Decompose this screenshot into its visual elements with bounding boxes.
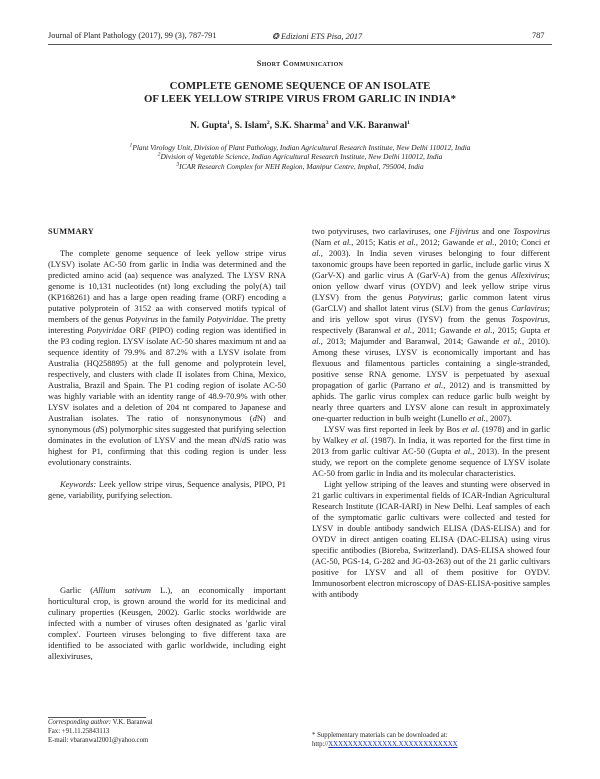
affiliation-line — [0, 162, 600, 171]
page-number: 787 — [532, 31, 545, 40]
body-paragraph: two potyviruses, two carlaviruses, one Fijivirus and one Tospovirus (Nam et al., 2015; Katis et al., 2012; Gawande et al., 2010; Conci et al., 2003). In India seven viruses belonging to four different taxonomic groups have been reported in garlic, include garlic virus X (GarV-X) and garlic virus A (GarV-A) from the genus Allexivirus; onion yellow dwarf virus (OYDV) and leek yellow stripe virus (LYSV) from the genus Potyvirus; garlic common latent virus (GarCLV) and shallot latent virus (SLV) from the genus Carlavirus; and iris yellow spot virus (IYSV) from the genus Tospovirus, respectively (Baranwal et al., 2011; Gawande et al., 2015; Gupta et al., 2013; Majumder and Baranwal, 2014; Gawande et al., 2010). Among these viruses, LYSV is economically important and has flexuous and filamentous particles containing a single-stranded, positive sense RNA genome. LYSV is perpetuated by asexual propagation of garlic (Parrano et al., 2012) and is transmitted by aphids. The garlic virus complex can reduce garlic bulb weight by nearly three quarters and LYSV alone can result in approximately one-quarter reduction in bulb weight (Lunello et al., 2007). — [312, 226, 551, 423]
left-column — [48, 226, 286, 501]
url-prefix: http:// — [312, 741, 329, 748]
author-affil-marker: 2 — [266, 119, 270, 126]
affil-text: Plant Virology Unit, Division of Plant Pathology, Indian Agricultural Research Institute, New Delhi 110012, India — [132, 143, 471, 152]
affil-text: ICAR Research Complex for NEH Region, Manipur Centre, Imphal, 795004, India — [179, 161, 424, 171]
right-column — [312, 226, 550, 600]
affil-marker: 1 — [129, 142, 133, 149]
author-list — [0, 121, 600, 131]
supplementary-text: * Supplementary materials can be downloaded at: — [312, 732, 448, 739]
header-rule — [48, 44, 552, 45]
affil-marker: 3 — [176, 161, 180, 168]
fax-line: Fax: +91.11.25843113 — [48, 727, 110, 735]
keywords-label: Keywords: — [60, 479, 97, 489]
affiliation-list — [0, 143, 600, 171]
corresponding-label: Corresponding author: — [48, 719, 112, 726]
body-paragraph: Light yellow striping of the leaves and stunting were observed in 21 garlic cultivars in experimental fields of ICAR-Indian Agricultural Research Institute (ICAR-IARI) in New Delhi. Leaf samples of each of the symptomatic garlic cultivars were collected and tested for LYSV in double antibody sandwich ELISA (DAS-ELISA) and for OYDV in direct antigen coating ELISA (DAC-ELISA) using virus specific antibodies (Bioreba, Switzerland). DAS-ELISA showed four (AC-50, PGS-14, G-282 and JG-03-263) out of the 21 garlic cultivars positive for LYSV and all of them positive for OYDV. Immunosorbent electron microscopy of DAS-ELISA-positive samples with antibody — [312, 479, 550, 599]
title-line: COMPLETE GENOME SEQUENCE OF AN ISOLATE — [169, 80, 431, 92]
author-name: S.K. Sharma — [274, 121, 326, 131]
publisher-line — [272, 31, 362, 41]
supplementary-note — [312, 731, 458, 749]
footnote-rule — [48, 717, 146, 718]
corresponding-author-footnote — [48, 719, 153, 745]
corresponding-name: V.K. Baranwal — [111, 719, 153, 726]
body-paragraph: LYSV was first reported in leek by Bos et al. (1978) and in garlic by Walkey et al. (1987). In India, it was reported for the first time in 2013 from garlic cultivar AC-50 (Gupta et al., 2013). In the present study, we report on the complete genome sequence of LYSV isolate AC-50 from garlic in India and its molecular characteristics. — [312, 424, 551, 478]
publisher-name: Edizioni ETS Pisa, 2017 — [281, 32, 363, 41]
summary-heading: SUMMARY — [48, 227, 95, 236]
author-separator: , — [229, 121, 235, 131]
author-affil-marker: 3 — [325, 119, 329, 126]
author-separator: , — [269, 121, 275, 131]
author-separator: and — [328, 121, 349, 131]
title-line: OF LEEK YELLOW STRIPE VIRUS FROM GARLIC IN INDIA* — [144, 92, 456, 105]
affiliation-line — [0, 143, 600, 152]
publisher-logo-icon: ❂ — [272, 32, 279, 41]
email-line: E-mail: vbaranwal2001@yahoo.com — [48, 736, 149, 744]
supplementary-link-line — [312, 740, 458, 749]
affiliation-line — [0, 152, 600, 161]
keywords-paragraph — [48, 479, 286, 501]
summary-paragraph: The complete genome sequence of leek yellow stripe virus (LYSV) isolate AC-50 from garlic in India was determined and the predicted amino acid (aa) sequence was analyzed. The LYSV RNA genome is 10,131 nucleotides (nt) long excluding the poly(A) tail (KP168261) and has a large open reading frame (ORF) encoding a putative polyprotein of 3152 aa with conserved motifs typical of members of the genus Potyvirus in the family Potyviridae. The pretty interesting Potyviridae ORF (PIPO) coding region was identified in the P3 coding region. LYSV isolate AC-50 shares maximum nt and aa sequence identity of 79.9% and 87.2% with a LYSV isolate from Australia (HQ258895) at the full genome and polyprotein level, respectively, and clusters with clade II isolates from China, Mexico, Australia, Brazil and Spain. The P1 coding region of isolate AC-50 was highly variable with an identity range of 48.9-70.9% with other LYSV isolates and a deletion of 204 nt compared to Japanese and Australian isolates. The ratio of nonsynonymous (dN) and synonymous (dS) polymorphic sites suggested that purifying selection dominates in the evolution of LYSV and the mean dN/dS ratio was highest for P1, confirming that this coding region is under less evolutionary constraints. — [48, 248, 286, 467]
journal-citation: Journal of Plant Pathology (2017), 99 (3), 787-791 — [48, 31, 217, 40]
intro-left — [48, 585, 286, 662]
affil-text: Division of Vegetable Science, Indian Agricultural Research Institute, New Delhi 110012, India — [160, 152, 443, 162]
keywords-text: Leek yellow stripe virus, Sequence analysis, PIPO, P1 gene, variability, purifying selection. — [48, 479, 286, 500]
author-affil-marker: 1 — [227, 119, 230, 126]
author-affil-marker: 1 — [407, 119, 410, 126]
article-title — [0, 80, 600, 105]
supplementary-link[interactable]: XXXXXXXXXXXXXX.XXXXXXXXXXXX — [328, 741, 458, 748]
intro-paragraph: Garlic (Allium sativum L.), an economically important horticultural crop, is grown around the world for its medicinal and culinary properties (Keusgen, 2002). Garlic stocks worldwide are infected with a number of viruses often designated as 'garlic viral complex'. Fourteen viruses belonging to five different taxa are identified to be associated with garlic worldwide, including eight allexiviruses, — [48, 585, 286, 661]
author-name: N. Gupta — [190, 121, 228, 131]
corresponding-author-line — [48, 719, 153, 728]
affil-marker: 2 — [157, 151, 161, 158]
section-label: Short Communication — [256, 59, 344, 68]
author-name: S. Islam — [234, 121, 267, 131]
author-name: V.K. Baranwal — [348, 121, 408, 131]
